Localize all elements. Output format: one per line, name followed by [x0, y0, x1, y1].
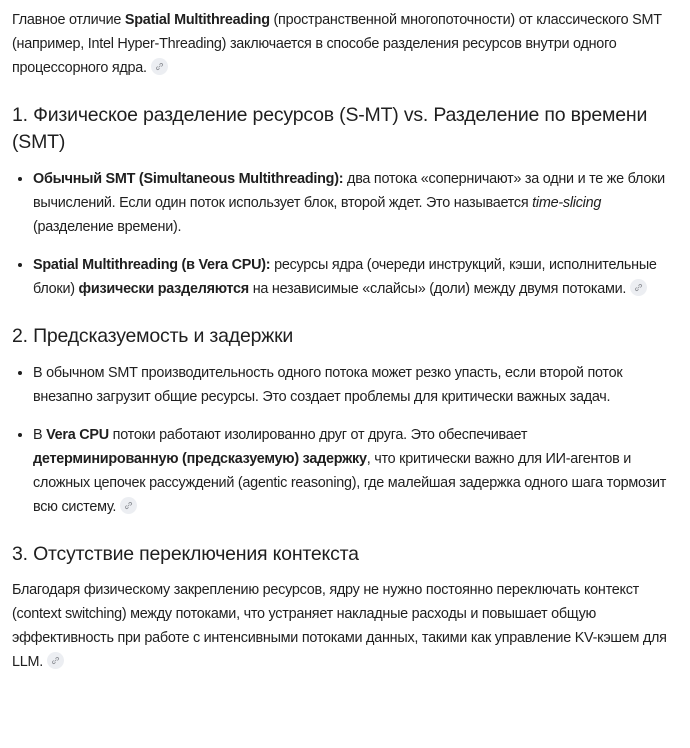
source-link-button[interactable]	[120, 497, 137, 514]
list-item	[33, 252, 672, 301]
bold-text: Vera CPU	[46, 427, 109, 443]
source-link-button[interactable]	[47, 652, 64, 669]
text: В	[33, 427, 47, 443]
link-icon	[51, 656, 60, 665]
bold-text: Spatial Multithreading (в Vera CPU):	[33, 257, 271, 273]
link-icon	[124, 501, 133, 510]
text: Главное отличие	[12, 12, 125, 28]
section-heading: 1. Физическое разделение ресурсов (S-MT) vs. Разделение по времени (SMT)	[12, 104, 648, 153]
intro-paragraph	[12, 8, 672, 80]
text: В обычном SMT производительность одного потока может резко упасть, если второй поток внезапно загрузит общие ресурсы. Это создает проблемы для критически важных задач.	[33, 365, 623, 405]
text: на независимые «слайсы» (доли) между двумя потоками.	[248, 281, 627, 297]
bold-text: Обычный SMT (Simultaneous Multithreading):	[33, 171, 344, 187]
text: два потока «соперничают» за одни и те же блоки вычислений. Если один поток использует блок, второй ждет. Это называется	[33, 171, 665, 211]
section-heading: 2. Предсказуемость и задержки	[12, 325, 294, 347]
bold-text: Spatial Multithreading	[124, 12, 270, 28]
list-item	[33, 166, 672, 239]
text: (пространственной многопоточности) от классического SMT (например, Intel Hyper-Threading) заключается в способе разделения ресурсов внутри одного процессорного ядра.	[12, 12, 662, 76]
list-item	[33, 422, 672, 519]
italic-text: time-slicing	[532, 195, 602, 211]
list-item	[33, 360, 672, 409]
bullet-list	[12, 360, 672, 519]
section-paragraph	[12, 578, 672, 674]
source-link-button[interactable]	[630, 279, 647, 296]
text: Благодаря физическому закреплению ресурсов, ядру не нужно постоянно переключать контекст (context switching) между потоками, что устраняет накладные расходы и повышает общую эффективность при работе с интенсивными потоками данных, такими как управление KV-кэшем для LLM.	[12, 582, 667, 670]
link-icon	[155, 62, 164, 71]
text: (разделение времени).	[33, 219, 182, 235]
section-heading: 3. Отсутствие переключения контекста	[12, 543, 359, 565]
bullet-list	[12, 166, 672, 301]
link-icon	[634, 283, 643, 292]
source-link-button[interactable]	[151, 58, 168, 75]
bold-text: физически разделяются	[78, 281, 249, 297]
text: ресурсы ядра (очереди инструкций, кэши, исполнительные блоки)	[33, 257, 657, 297]
text: потоки работают изолированно друг от друга. Это обеспечивает	[108, 427, 528, 443]
text: , что критически важно для ИИ-агентов и сложных цепочек рассуждений (agentic reasoning), где малейшая задержка одного шага тормозит всю систему.	[33, 451, 667, 515]
bold-text: детерминированную (предсказуемую) задержку	[33, 451, 367, 467]
